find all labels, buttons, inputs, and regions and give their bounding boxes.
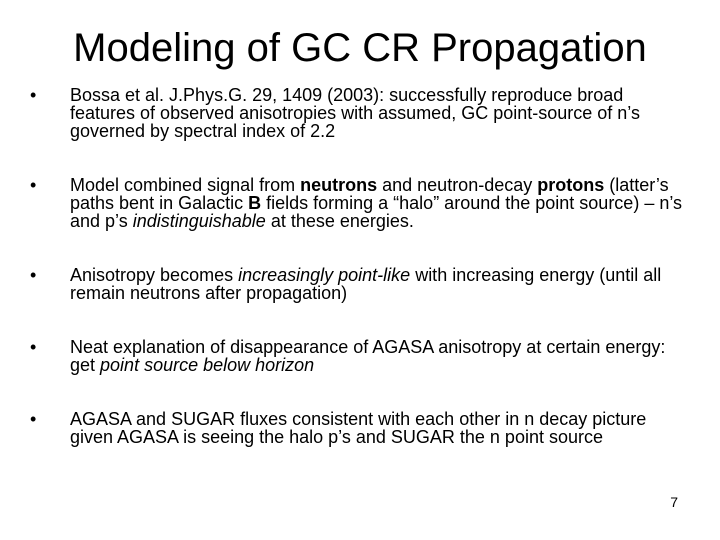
bullet-2-text-e: at these energies.	[265, 211, 414, 231]
bullet-marker: •	[30, 265, 37, 285]
slide-title: Modeling of GC CR Propagation	[73, 26, 647, 70]
bullet-item-4	[30, 338, 690, 374]
bullet-marker: •	[30, 85, 37, 105]
bullet-2-protons: protons	[537, 175, 605, 195]
bullet-3-text-b: with increasing energy (until all remain neutrons after propagation)	[70, 265, 662, 303]
bullet-item-3	[30, 266, 690, 302]
bullet-2-text-a: Model combined signal from	[70, 175, 301, 195]
bullet-list	[30, 86, 690, 482]
bullet-text	[70, 176, 690, 230]
bullet-text	[70, 338, 690, 374]
bullet-2-text-c: (latter’s paths bent in Galactic	[70, 175, 669, 213]
bullet-marker: •	[30, 337, 37, 357]
bullet-marker: •	[30, 175, 37, 195]
bullet-3-point-like: increasingly point-like	[238, 265, 411, 285]
bullet-2-b-field: B	[248, 193, 262, 213]
bullet-marker: •	[30, 409, 37, 429]
bullet-2-indistinguishable: indistinguishable	[132, 211, 266, 231]
bullet-item-2	[30, 176, 690, 230]
bullet-text	[70, 266, 690, 302]
bullet-text	[70, 86, 690, 140]
bullet-1-text: Bossa et al. J.Phys.G. 29, 1409 (2003): successfully reproduce broad features of observed anisotropies with assumed, GC point-source of n’s governed by spectral index of 2.2	[70, 85, 640, 141]
slide-number: 7	[670, 494, 678, 510]
bullet-item-5	[30, 410, 690, 446]
bullet-2-text-d: fields forming a “halo” around the point source) – n’s and p’s	[70, 193, 683, 231]
bullet-4-below-horizon: point source below horizon	[100, 355, 315, 375]
bullet-item-1	[30, 86, 690, 140]
bullet-5-text: AGASA and SUGAR fluxes consistent with each other in n decay picture given AGASA is seeing the halo p’s and SUGAR the n point source	[70, 409, 647, 447]
bullet-text	[70, 410, 690, 446]
bullet-2-text-b: and neutron-decay	[377, 175, 538, 195]
bullet-4-text-a: Neat explanation of disappearance of AGASA anisotropy at certain energy: get	[70, 337, 666, 375]
bullet-3-text-a: Anisotropy becomes	[70, 265, 239, 285]
bullet-2-neutrons: neutrons	[300, 175, 378, 195]
